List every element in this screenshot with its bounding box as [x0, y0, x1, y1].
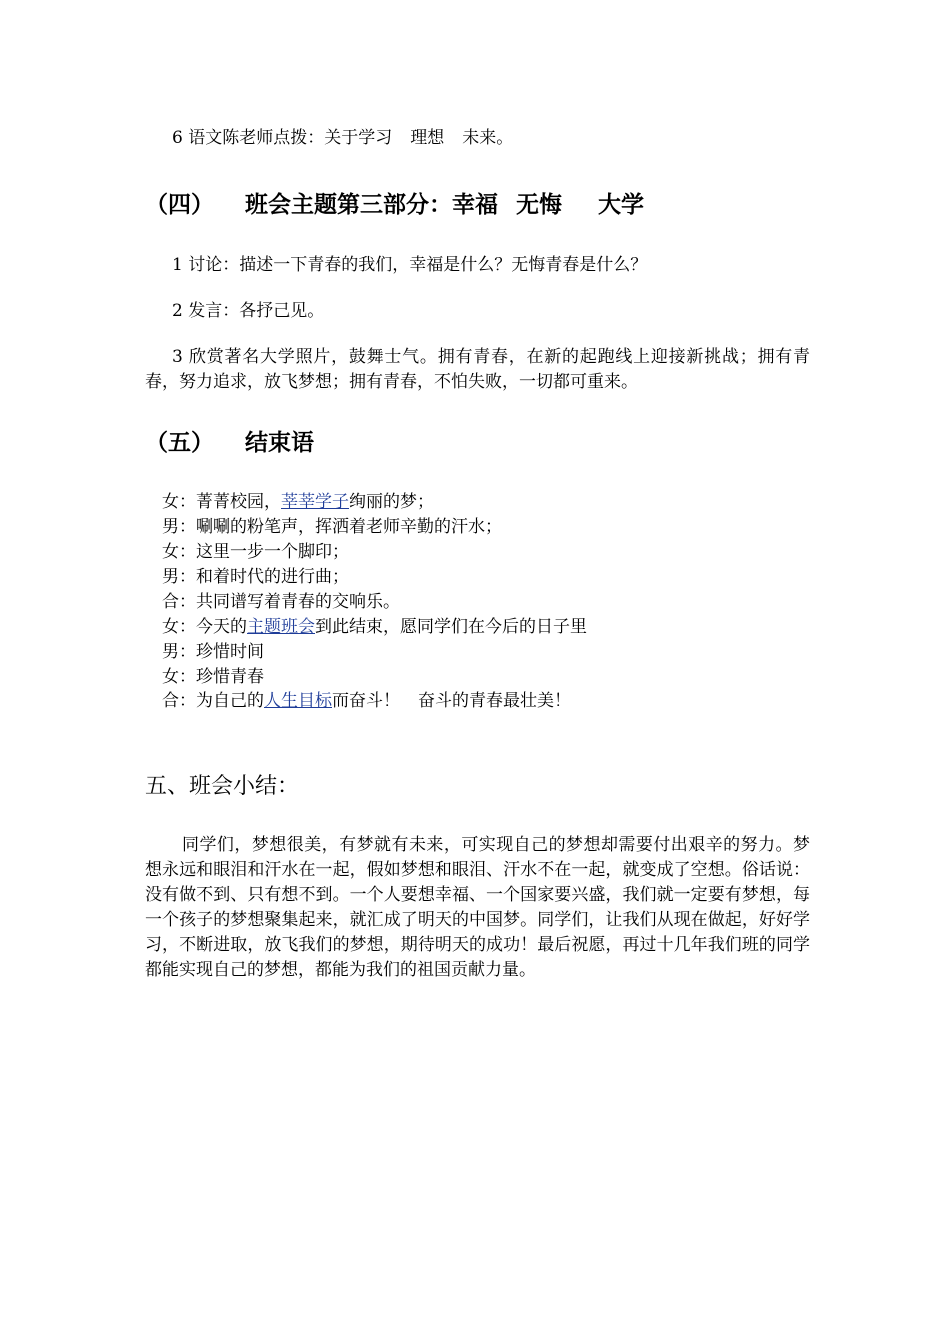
item-6-prefix: 6 语文陈老师点拨：关于学习	[172, 128, 393, 148]
dialog-line-7: 男：珍惜时间	[162, 642, 264, 662]
dialog-line-1-b: 绚丽的梦；	[349, 492, 434, 512]
dialog-line-9-c: 奋斗的青春最壮美！	[418, 691, 571, 711]
dialog-line-6-b: 到此结束，愿同学们在今后的日子里	[315, 617, 587, 637]
dialog-line-9-b: 而奋斗！	[332, 691, 400, 711]
item-6-word-ideal: 理想	[410, 128, 445, 148]
section-4-number: （四）	[145, 191, 214, 218]
dialog-line-4: 男：和着时代的进行曲；	[162, 567, 349, 587]
dialog-line-6-a: 女：今天的	[162, 617, 247, 637]
section-4-title-b: 无悔	[516, 191, 562, 218]
section-4-title-a: 班会主题第三部分：幸福	[245, 191, 498, 218]
section-4-title-c: 大学	[598, 191, 644, 218]
dialog-line-3: 女：这里一步一个脚印；	[162, 542, 349, 562]
section-5-heading	[145, 428, 314, 458]
dialog-line-9-a: 合：为自己的	[162, 691, 264, 711]
section-5-number: （五）	[145, 429, 214, 456]
summary-title: 五、班会小结：	[145, 774, 300, 799]
section-4-item-1: 1 讨论：描述一下青春的我们，幸福是什么？无悔青春是什么？	[172, 255, 648, 275]
dialog-line-2: 男：唰唰的粉笔声，挥洒着老师辛勤的汗水；	[162, 517, 502, 537]
dialog-line-9	[162, 689, 827, 713]
dialog-line-8: 女：珍惜青春	[162, 667, 264, 687]
dialog-line-5: 合：共同谱写着青春的交响乐。	[162, 592, 400, 612]
section-4-heading	[145, 190, 644, 220]
section-4-item-3: 3 欣赏著名大学照片，鼓舞士气。拥有青春，在新的起跑线上迎接新挑战；拥有青春，努力追求，放飞梦想；拥有青春，不怕失败，一切都可重来。	[145, 347, 810, 392]
summary-body: 同学们，梦想很美，有梦就有未来，可实现自己的梦想却需要付出艰辛的努力。梦想永远和眼泪和汗水在一起，假如梦想和眼泪、汗水不在一起，就变成了空想。俗话说：没有做不到、只有想不到。一个人要想幸福、一个国家要兴盛，我们就一定要有梦想，每一个孩子的梦想聚集起来，就汇成了明天的中国梦。同学们，让我们从现在做起，好好学习，不断进取，放飞我们的梦想，期待明天的成功！最后祝愿，再过十几年我们班的同学都能实现自己的梦想，都能为我们的祖国贡献力量。	[145, 835, 810, 980]
link-rensheng-mubiao[interactable]: 人生目标	[264, 691, 332, 711]
item-6-word-future: 未来。	[462, 128, 514, 148]
dialog-line-1	[162, 490, 827, 514]
section-4-item-2: 2 发言：各抒己见。	[172, 301, 325, 321]
item-6-line	[172, 126, 837, 150]
link-zhuti-banhui[interactable]: 主题班会	[247, 617, 315, 637]
section-5-title: 结束语	[245, 429, 314, 456]
dialog-line-6	[162, 615, 827, 639]
dialog-line-1-a: 女：菁菁校园，	[162, 492, 281, 512]
link-xinxin-xuezi[interactable]: 莘莘学子	[281, 492, 349, 512]
